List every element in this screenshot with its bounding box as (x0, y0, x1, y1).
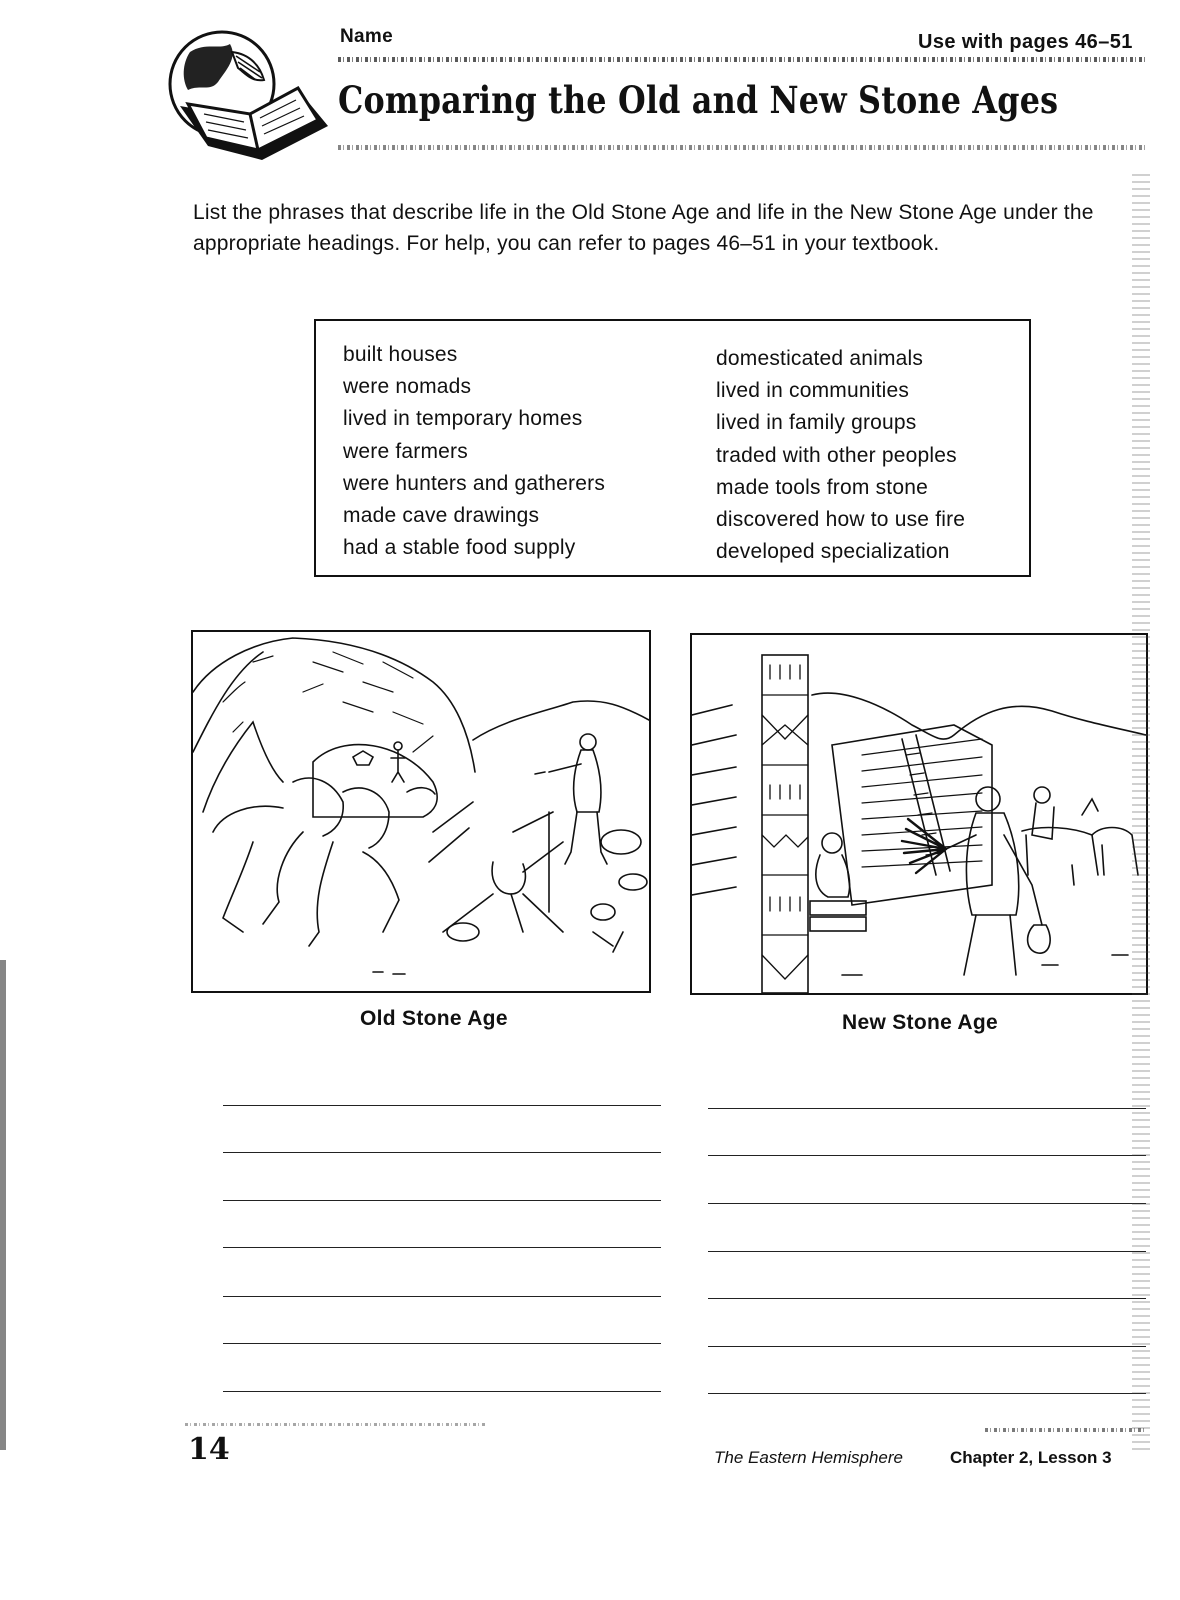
word-bank (314, 319, 1031, 577)
word-bank-item: lived in family groups (716, 411, 917, 435)
word-bank-item: were hunters and gatherers (343, 471, 606, 495)
old-stone-age-answer-line[interactable] (223, 1152, 661, 1153)
new-stone-age-answer-line[interactable] (708, 1251, 1146, 1252)
old-stone-age-answer-line[interactable] (223, 1391, 661, 1392)
footer-divider (185, 1423, 485, 1426)
word-bank-item: made tools from stone (716, 475, 928, 499)
word-bank-left-column (343, 339, 605, 564)
word-bank-item: lived in temporary homes (343, 407, 583, 431)
old-stone-age-answer-line[interactable] (223, 1105, 661, 1106)
old-stone-age-answer-line[interactable] (223, 1343, 661, 1344)
word-bank-item: built houses (343, 343, 458, 366)
old-stone-age-heading: Old Stone Age (360, 1007, 508, 1030)
new-stone-age-answer-line[interactable] (708, 1393, 1146, 1394)
word-bank-item: developed specialization (716, 540, 950, 564)
new-stone-age-answer-line[interactable] (708, 1108, 1146, 1109)
title-divider (338, 145, 1148, 150)
word-bank-item: made cave drawings (343, 504, 540, 528)
chapter-lesson: Chapter 2, Lesson 3 (950, 1448, 1112, 1467)
old-stone-age-answer-line[interactable] (223, 1296, 661, 1297)
scan-edge (1132, 170, 1150, 1450)
word-bank-right-column (716, 343, 965, 568)
scan-edge (0, 960, 6, 1450)
new-stone-age-heading: New Stone Age (842, 1011, 998, 1034)
old-stone-age-illustration (191, 630, 651, 993)
word-bank-item: had a stable food supply (343, 536, 576, 560)
word-bank-item: domesticated animals (716, 347, 924, 370)
new-stone-age-answer-line[interactable] (708, 1298, 1146, 1299)
name-label: Name (340, 26, 393, 47)
book-title: The Eastern Hemisphere (714, 1448, 903, 1467)
word-bank-item: were farmers (343, 439, 468, 463)
instructions: List the phrases that describe life in the Old Stone Age and life in the New Stone Age under the appropriate headings. For help, you can refer to pages 46–51 in your textbook. (193, 201, 1094, 255)
new-stone-age-answer-line[interactable] (708, 1203, 1146, 1204)
footer-divider (985, 1428, 1145, 1432)
old-stone-age-answer-line[interactable] (223, 1200, 661, 1201)
new-stone-age-illustration (690, 633, 1148, 995)
globe-book-icon (160, 22, 330, 172)
word-bank-item: were nomads (343, 375, 472, 399)
word-bank-item: lived in communities (716, 379, 910, 403)
old-stone-age-answer-line[interactable] (223, 1247, 661, 1248)
worksheet-title: Comparing the Old and New Stone Ages (338, 78, 1059, 122)
name-line[interactable] (338, 57, 1148, 62)
page-number: 14 (188, 1432, 230, 1467)
page-reference: Use with pages 46–51 (918, 31, 1133, 53)
word-bank-item: discovered how to use fire (716, 508, 966, 532)
word-bank-item: traded with other peoples (716, 443, 957, 467)
new-stone-age-answer-line[interactable] (708, 1155, 1146, 1156)
new-stone-age-answer-line[interactable] (708, 1346, 1146, 1347)
